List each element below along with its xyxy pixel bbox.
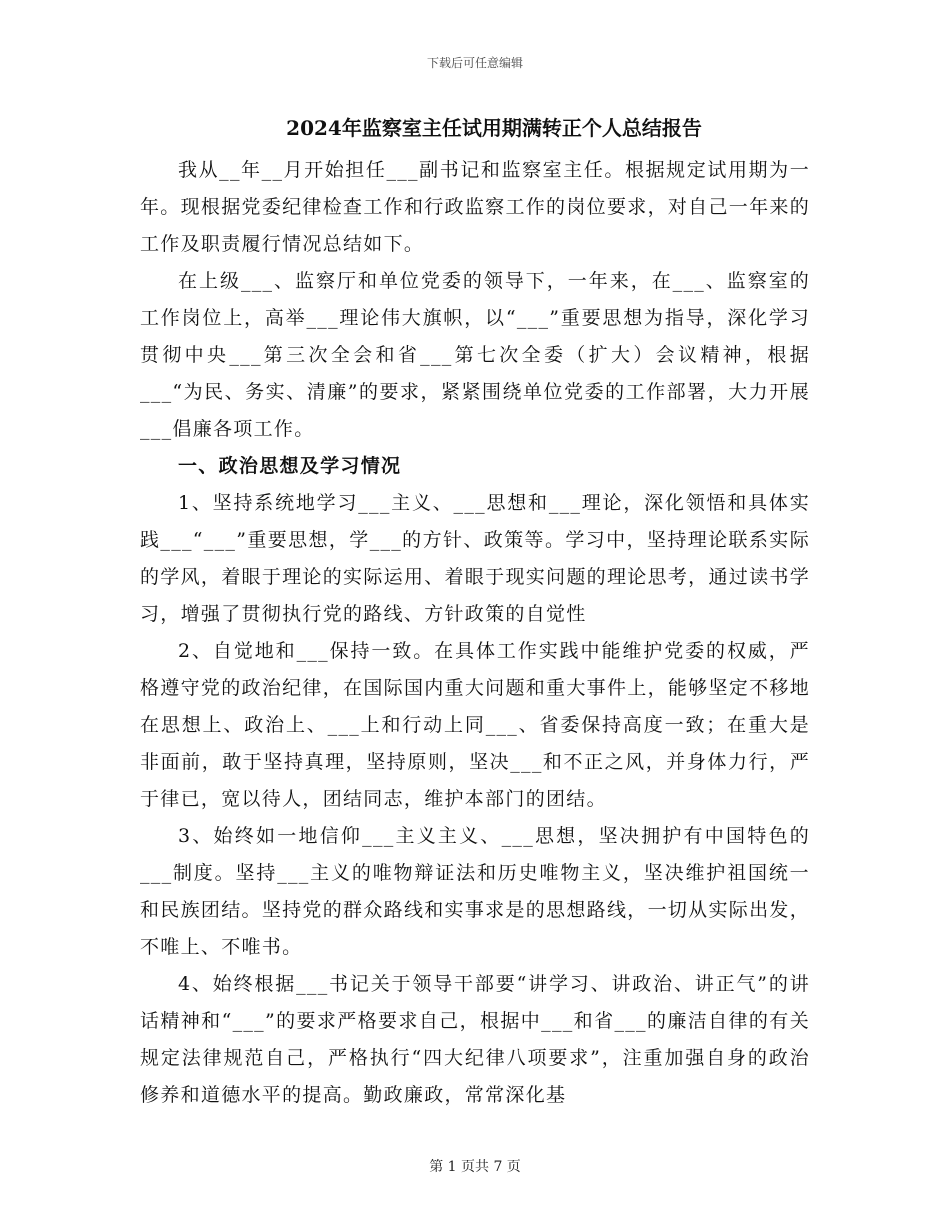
document-body xyxy=(140,112,810,1114)
intro-paragraph: 我从__年__月开始担任___副书记和监察室主任。根据规定试用期为一年。现根据党委纪律检查工作和行政监察工作的岗位要求，对自己一年来的工作及职责履行情况总结如下。 xyxy=(140,159,810,255)
section-heading: 一、政治思想及学习情况 xyxy=(178,455,402,477)
context-paragraph: 在上级___、监察厅和单位党委的领导下，一年来，在___、监察室的工作岗位上，高举___理论伟大旗帜，以“___”重要思想为指导，深化学习贯彻中央___第三次全会和省___第七次全委（扩大）会议精神，根据___“为民、务实、清廉”的要求，紧紧围绕单位党委的工作部署，大力开展___倡廉各项工作。 xyxy=(140,270,810,440)
document-title: 2024年监察室主任试用期满转正个人总结报告 xyxy=(286,116,702,140)
item-paragraph-4: 4、始终根据___书记关于领导干部要“讲学习、讲政治、讲正气”的讲话精神和“___”的要求严格要求自己，根据中___和省___的廉洁自律的有关规定法律规范自己，严格执行“四大纪律八项要求”，注重加强自身的政治修养和道德水平的提高。勤政廉政，常常深化基 xyxy=(140,973,810,1106)
item-paragraph-2: 2、自觉地和___保持一致。在具体工作实践中能维护党委的权威，严格遵守党的政治纪律，在国际国内重大问题和重大事件上，能够坚定不移地在思想上、政治上、___上和行动上同___、省委保持高度一致；在重大是非面前，敢于坚持真理，坚持原则，坚决___和不正之风，并身体力行，严于律已，宽以待人，团结同志，维护本部门的团结。 xyxy=(140,640,810,810)
header-note: 下载后可任意编辑 xyxy=(426,56,523,70)
page-footer: 第 1 页共 7 页 xyxy=(429,1159,521,1175)
item-paragraph-1: 1、坚持系统地学习___主义、___思想和___理论，深化领悟和具体实践___“___”重要思想，学___的方针、政策等。学习中，坚持理论联系实际的学风，着眼于理论的实际运用、着眼于现实问题的理论思考，通过读书学习，增强了贯彻执行党的路线、方针政策的自觉性 xyxy=(140,492,810,625)
item-paragraph-3: 3、始终如一地信仰___主义主义、___思想，坚决拥护有中国特色的___制度。坚持___主义的唯物辩证法和历史唯物主义，坚决维护祖国统一和民族团结。坚持党的群众路线和实事求是的思想路线，一切从实际出发，不唯上、不唯书。 xyxy=(140,825,810,958)
